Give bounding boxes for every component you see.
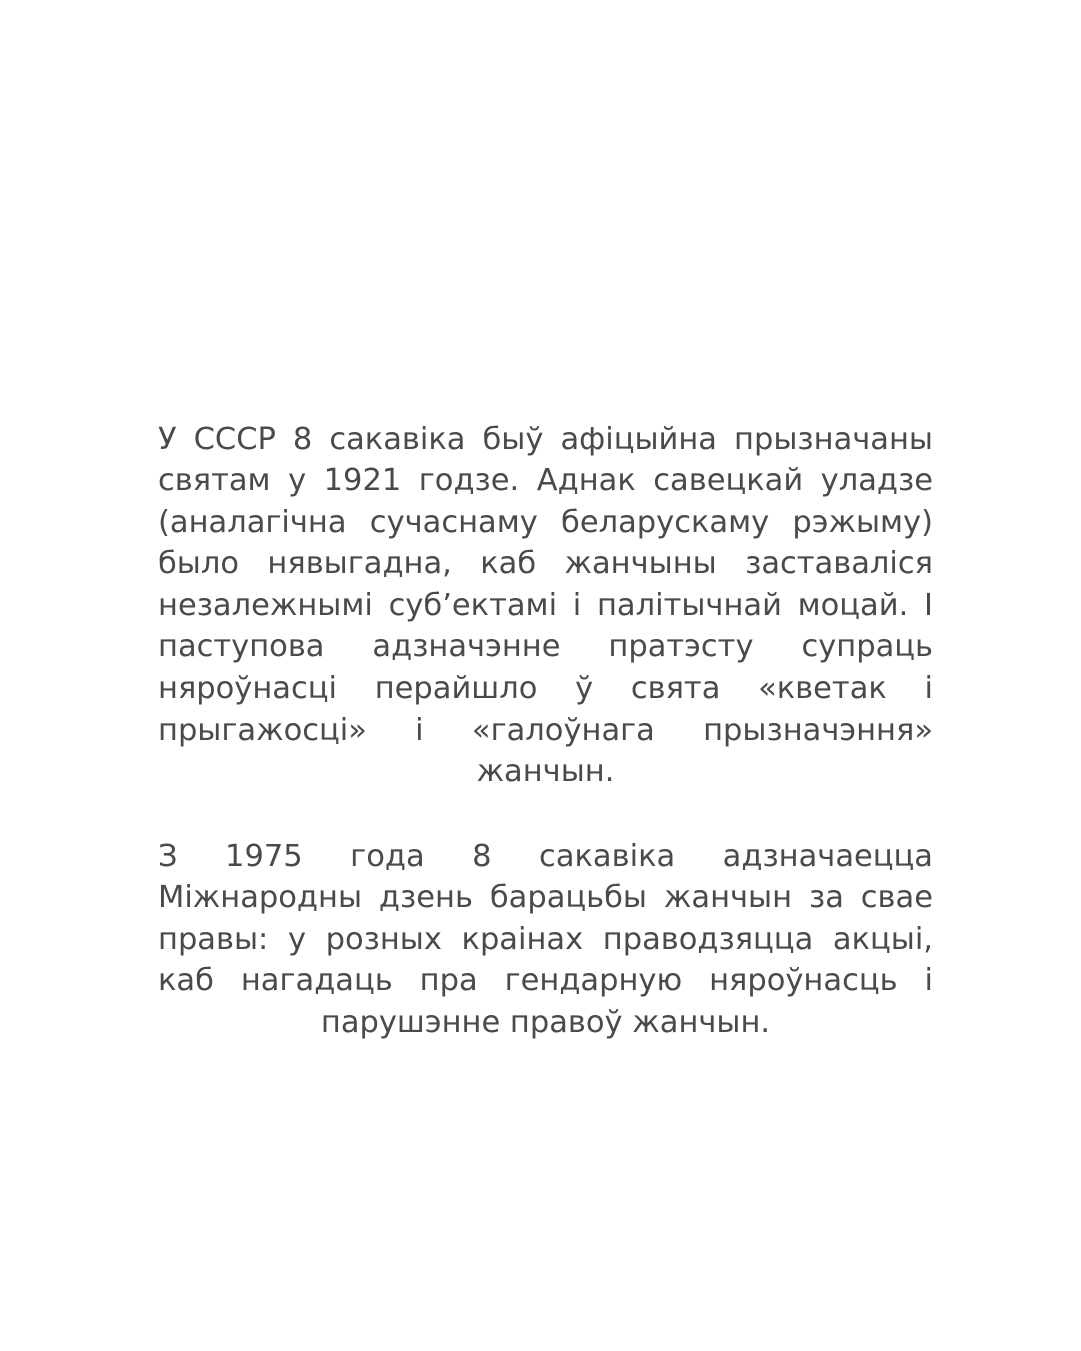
paragraph-international-day: З 1975 года 8 сакавіка адзначаецца Міжнародны дзень барацьбы жанчын за свае правы: у розных краінах праводзяцца акцыі, каб нагадаць пра гендарную няроўнасць і парушэнне правоў жанчын. (158, 838, 933, 1040)
paragraph-history: У СССР 8 сакавіка быў афіцыйна прызначаны святам у 1921 годзе. Аднак савецкай уладзе (аналагічна сучаснаму беларускаму рэжыму) было нявыгадна, каб жанчыны заставаліся незалежнымі суб’ектамі і палітычнай моцай. І паступова адзначэнне пратэсту супраць няроўнасці перайшло ў свята «кветак і прыгажосці» і «галоўнага прызначэння» жанчын. (158, 421, 933, 790)
